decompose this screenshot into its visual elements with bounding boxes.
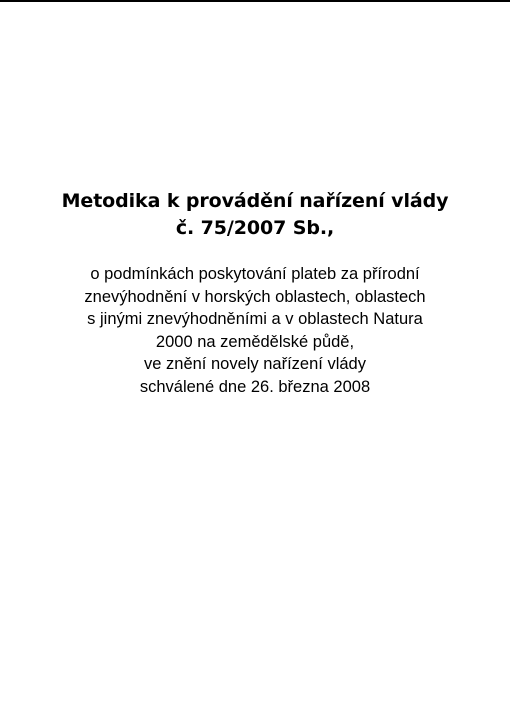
subtitle-line-6: schválené dne 26. března 2008 — [139, 377, 371, 396]
document-title — [0, 188, 510, 242]
title-line-2: č. 75/2007 Sb., — [175, 217, 335, 239]
document-subtitle — [0, 263, 510, 398]
subtitle-line-4: 2000 na zemědělské půdě, — [155, 332, 355, 351]
subtitle-line-3: s jinými znevýhodněními a v oblastech Natura — [87, 310, 423, 328]
subtitle-line-1: o podmínkách poskytování plateb za přírodní — [90, 265, 420, 283]
subtitle-line-5: ve znění novely nařízení vlády — [144, 355, 366, 373]
subtitle-line-2: znevýhodnění v horských oblastech, oblastech — [84, 287, 426, 306]
title-line-1: Metodika k provádění nařízení vlády — [61, 190, 449, 212]
